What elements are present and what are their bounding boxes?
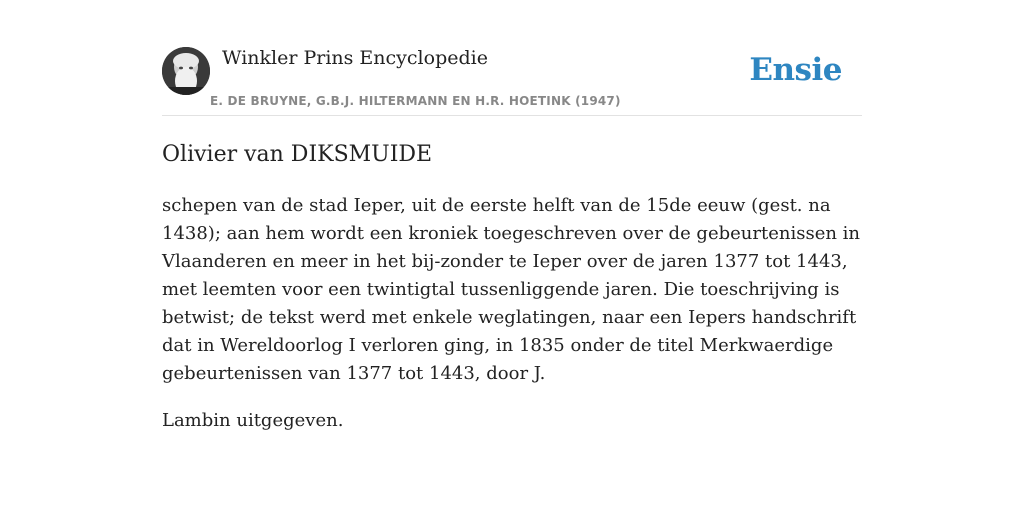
source-avatar[interactable] xyxy=(162,47,210,95)
source-header xyxy=(162,0,862,116)
portrait-icon xyxy=(162,47,210,95)
article-paragraph: schepen van de stad Ieper, uit de eerste helft van de 15de eeuw (gest. na 1438); aan hem wordt een kroniek toegeschreven over de gebeurtenissen in Vlaanderen en meer in het bij-zonder te Ieper over de jaren 1377 tot 1443, met leemten voor een twintigtal tussenliggende jaren. Die toeschrijving is betwist; de tekst werd met enkele weglatingen, naar een Iepers handschrift dat in Wereldoorlog I verloren ging, in 1835 onder de titel Merkwaerdige gebeurtenissen van 1377 tot 1443, door J. xyxy=(162,195,861,384)
article-paragraph: Lambin uitgegeven. xyxy=(162,410,344,431)
source-title[interactable]: Winkler Prins Encyclopedie xyxy=(222,47,488,69)
article-body xyxy=(162,192,862,454)
ensie-logo[interactable]: Ensie xyxy=(749,52,842,88)
article-title: Olivier van DIKSMUIDE xyxy=(162,142,433,167)
page-container xyxy=(162,0,862,431)
source-authors: E. DE BRUYNE, G.B.J. HILTERMANN EN H.R. HOETINK (1947) xyxy=(210,94,621,108)
